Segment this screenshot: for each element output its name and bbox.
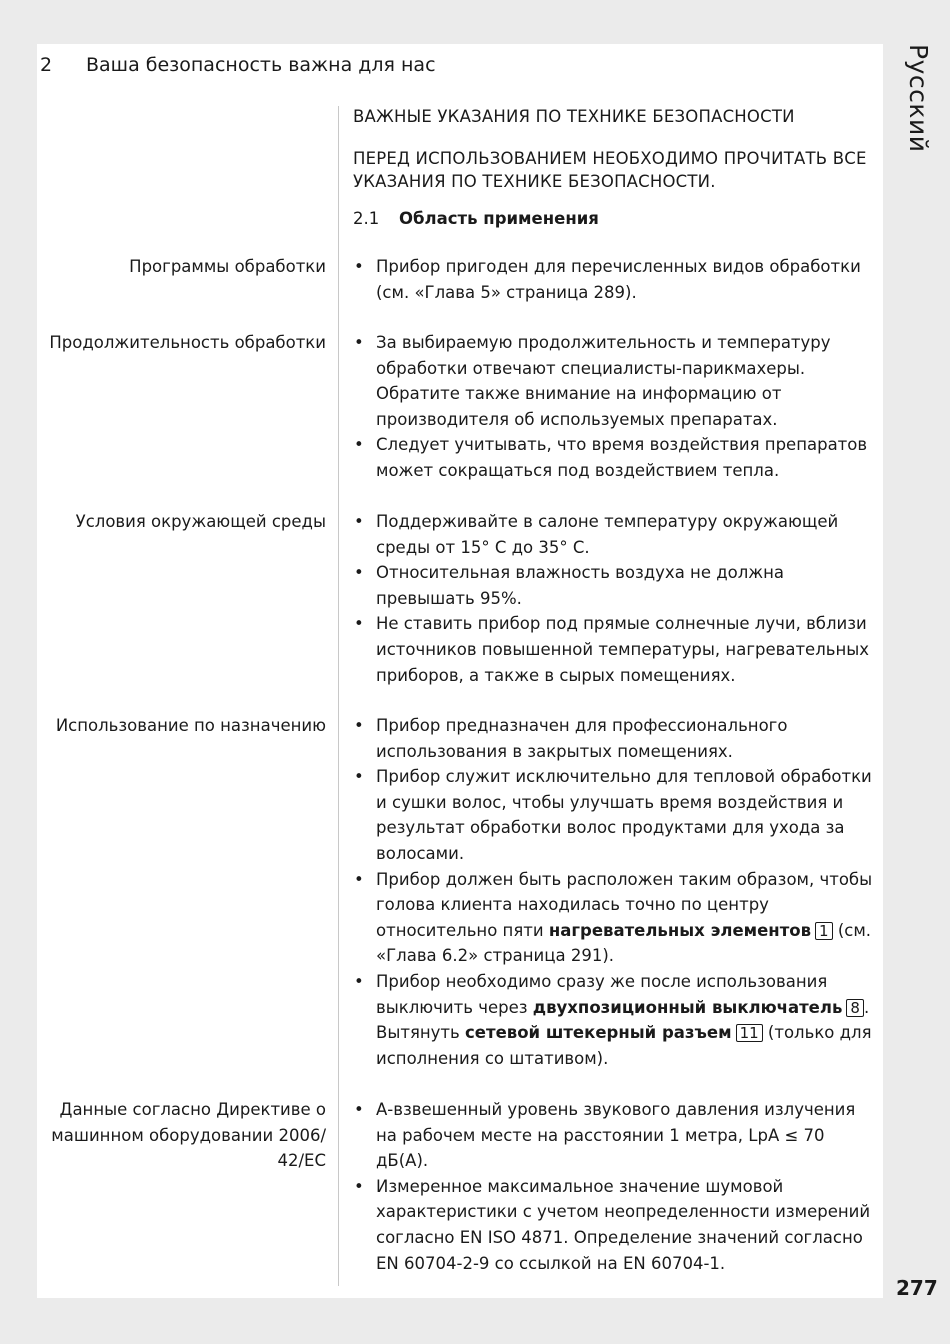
reference-badge: 8 xyxy=(846,999,864,1017)
language-tab: Русский xyxy=(904,44,933,153)
list-item: • А-взвешенный уровень звукового давления излучения на рабочем месте на расстоянии 1 метра, LpA ≤ 70 дБ(A). xyxy=(353,1097,873,1174)
page-number: 277 xyxy=(896,1276,938,1300)
section-heading xyxy=(353,209,599,228)
read-instructions-heading: ПЕРЕД ИСПОЛЬЗОВАНИЕМ НЕОБХОДИМО ПРОЧИТАТЬ ВСЕ УКАЗАНИЯ ПО ТЕХНИКЕ БЕЗОПАСНОСТИ. xyxy=(353,149,867,191)
safety-heading: ВАЖНЫЕ УКАЗАНИЯ ПО ТЕХНИКЕ БЕЗОПАСНОСТИ xyxy=(353,107,795,126)
list-item: • Измеренное максимальное значение шумовой характеристики с учетом неопределенности измерений согласно EN ISO 4871. Определение значений согласно EN 60704-2-9 со ссылкой на EN 60704-1. xyxy=(353,1174,873,1276)
heating-elements-term: нагревательных элементов xyxy=(548,920,812,940)
chapter-header xyxy=(40,54,436,76)
item-text: Прибор должен быть расположен таким образом, чтобы голова клиента находилась точно по центру относительно пяти xyxy=(376,869,873,940)
list-item: • За выбираемую продолжительность и температуру обработки отвечают специалисты-парикмахеры. Обратите также внимание на информацию от производителя об используемых препаратах. xyxy=(353,330,873,432)
section-title: Область применения xyxy=(399,209,599,228)
side-label-programs: Программы обработки xyxy=(129,257,326,276)
list-item: • Прибор предназначен для профессионального использования в закрытых помещениях. xyxy=(353,713,873,764)
chapter-number: 2 xyxy=(40,54,53,76)
section-number: 2.1 xyxy=(353,209,380,228)
side-label-intended-use: Использование по назначению xyxy=(55,716,326,735)
reference-badge: 11 xyxy=(736,1024,763,1042)
reference-badge: 1 xyxy=(815,922,833,940)
item-text: (только для исполнения со штативом). xyxy=(376,1023,872,1068)
item-text: Прибор необходимо сразу же после использования выключить через xyxy=(376,971,828,1017)
list-duration xyxy=(353,330,873,484)
list-environment xyxy=(353,509,873,688)
chapter-title: Ваша безопасность важна для нас xyxy=(86,54,436,76)
list-item: • Прибор служит исключительно для тепловой обработки и сушки волос, чтобы улучшать время воздействия и результат обработки волос продуктами для ухода за волосами. xyxy=(353,764,873,866)
item-text: . Вытянуть xyxy=(376,997,870,1043)
item-text: (см. «Глава 6.2» страница 291). xyxy=(376,920,872,966)
list-item xyxy=(353,867,873,969)
list-programs xyxy=(353,254,873,305)
list-item: • Поддерживайте в салоне температуру окружающей среды от 15° C до 35° C. xyxy=(353,509,873,560)
list-item: • Следует учитывать, что время воздействия препаратов может сокращаться под воздействием тепла. xyxy=(353,432,873,483)
side-label-directive: Данные согласно Директиве о машинном оборудовании 2006/ 42/EC xyxy=(51,1100,326,1170)
list-item xyxy=(353,969,873,1071)
toggle-switch-term: двухпозиционный выключатель xyxy=(532,997,843,1017)
side-label-environment: Условия окружающей среды xyxy=(75,512,326,531)
list-directive xyxy=(353,1097,873,1276)
column-divider xyxy=(338,106,339,1286)
list-item: • Относительная влажность воздуха не должна превышать 95%. xyxy=(353,560,873,611)
list-item: • Прибор пригоден для перечисленных видов обработки (см. «Глава 5» страница 289). xyxy=(353,254,873,305)
mains-plug-term: сетевой штекерный разъем xyxy=(465,1023,732,1043)
list-intended-use xyxy=(353,713,873,1071)
side-label-duration: Продолжительность обработки xyxy=(49,333,326,352)
list-item: • Не ставить прибор под прямые солнечные лучи, вблизи источников повышенной температуры, нагревательных приборов, а также в сырых помещениях. xyxy=(353,611,873,688)
